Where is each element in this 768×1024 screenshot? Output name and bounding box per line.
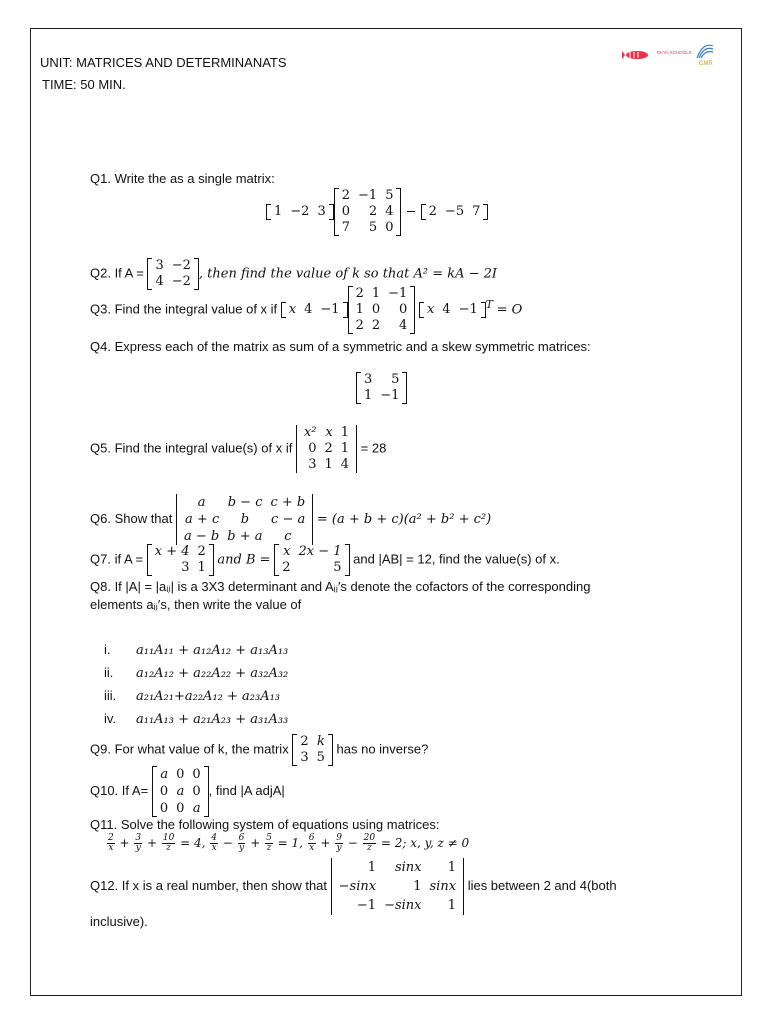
question-6-tail: = (a + b + c)(a² + b² + c²): [316, 511, 492, 527]
question-9: [90, 734, 428, 766]
question-8-line-1: Q8. If |A| = |aᵢⱼ| is a 3X3 determinant and Aᵢⱼ′s denote the cofactors of the corresponding: [90, 579, 591, 594]
question-1-expression: 1 −2 3 2 −1 5 0 2 4 7 5 0 − 2 −5 7: [266, 188, 488, 236]
question-12-tail: lies between 2 and 4(both: [467, 877, 617, 893]
matrix-3x3: 2 −1 5 0 2 4 7 5 0: [334, 188, 402, 236]
question-7-mid: and B =: [217, 552, 271, 568]
question-2-text: , then find the value of k so that A² = kA − 2I: [198, 266, 498, 282]
row-x-transpose: x 4 −1: [419, 302, 486, 318]
question-6: [90, 494, 491, 545]
question-1-label: Q1. Write the as a single matrix:: [90, 171, 275, 186]
list-item: iii. a₂₁A₂₁+a₂₂A₁₂ + a₂₃A₁₃: [104, 688, 281, 704]
matrix-b: x 2x − 1 2 5: [274, 544, 349, 576]
cmr-logo: [693, 40, 717, 71]
question-3-tail: = O: [496, 302, 523, 318]
question-4-matrix: 3 5 1 −1: [356, 372, 407, 404]
question-9-label: Q9. For what value of k, the matrix: [90, 741, 289, 757]
question-3-label: Q3. Find the integral value of x if: [90, 301, 278, 317]
list-item: ii. a₁₂A₁₂ + a₂₂A₂₂ + a₃₂A₃₂: [104, 665, 289, 681]
matrix-a: x + 4 2 3 1: [147, 544, 214, 576]
question-8-line-2: elements aᵢⱼ′s, then write the value of: [90, 597, 302, 612]
question-10: [90, 766, 285, 817]
question-7-label: Q7. if A =: [90, 551, 144, 567]
determinant-3x3: x² x 1 0 2 1 3 1 4: [296, 425, 357, 473]
svg-text:CMR: CMR: [699, 61, 713, 67]
question-7: [90, 544, 560, 576]
question-4-label: Q4. Express each of the matrix as sum of a symmetric and a skew symmetric matrices:: [90, 339, 591, 354]
question-5-label: Q5. Find the integral value(s) of x if: [90, 440, 293, 456]
question-12-tail-2: inclusive).: [90, 914, 148, 929]
question-12-label: Q12. If x is a real number, then show that: [90, 877, 328, 893]
ekya-schools-logo: [624, 46, 692, 65]
question-6-label: Q6. Show that: [90, 510, 173, 526]
matrix-3x3: 2 1 −1 1 0 0 2 2 4: [348, 286, 416, 334]
question-7-tail: and |AB| = 12, find the value(s) of x.: [353, 551, 560, 567]
determinant-3x3: 1 sinx 1 −sinx 1 sinx −1 −sinx 1: [331, 858, 464, 915]
question-5: [90, 425, 386, 473]
question-11-label: Q11. Solve the following system of equations using matrices:: [90, 817, 440, 832]
list-item: iv. a₁₁A₁₃ + a₂₁A₂₃ + a₃₁A₃₃: [104, 711, 289, 727]
matrix-a: 3 −2 4 −2: [147, 258, 198, 290]
determinant-3x3: a b − c c + b a + c b c − a a − b b + a c: [176, 494, 313, 545]
matrix-2x2: 2 k 3 5: [292, 734, 333, 766]
question-3: Q3. Find the integral value of x if x 4 −1 2 1 −1 1 0 0 2 2 4 x 4 −1 $^T$ = O: [90, 286, 523, 333]
unit-title: UNIT: MATRICES AND DETERMINANATS: [40, 55, 287, 70]
question-8-items: [104, 639, 288, 731]
row-matrix-1: 1 −2 3: [266, 204, 334, 220]
list-item: i. a₁₁A₁₁ + a₁₂A₁₂ + a₁₃A₁₃: [104, 642, 289, 658]
time-label: TIME: 50 MIN.: [42, 77, 126, 92]
question-11-equations: $\frac{2}{x}$ + $\frac{3}{y}$ + $\frac{10}{z}$ = 4, $\frac{4}{x}$ − $\frac{6}{y}$ + $\frac{5}{z}$ = 1, $\frac{6}{x}$ + $\frac{9}{y}$ − $\frac{20}{z}$ = 2; x, y, z ≠ 0: [108, 833, 470, 853]
question-5-tail: = 28: [360, 440, 387, 456]
question-10-tail: , find |A adjA|: [208, 782, 285, 798]
question-11-condition: = 2; x, y, z ≠ 0: [380, 836, 470, 850]
question-9-tail: has no inverse?: [336, 741, 429, 757]
row-x: x 4 −1: [281, 302, 348, 318]
row-matrix-2: 2 −5 7: [421, 204, 489, 220]
question-10-label: Q10. If A=: [90, 782, 149, 798]
question-12: [90, 858, 617, 915]
svg-text:EKYA SCHOOLS: EKYA SCHOOLS: [657, 50, 692, 55]
question-2-label: Q2. If A =: [90, 265, 144, 281]
matrix-3x3: a 0 0 0 a 0 0 0 a: [152, 766, 209, 817]
